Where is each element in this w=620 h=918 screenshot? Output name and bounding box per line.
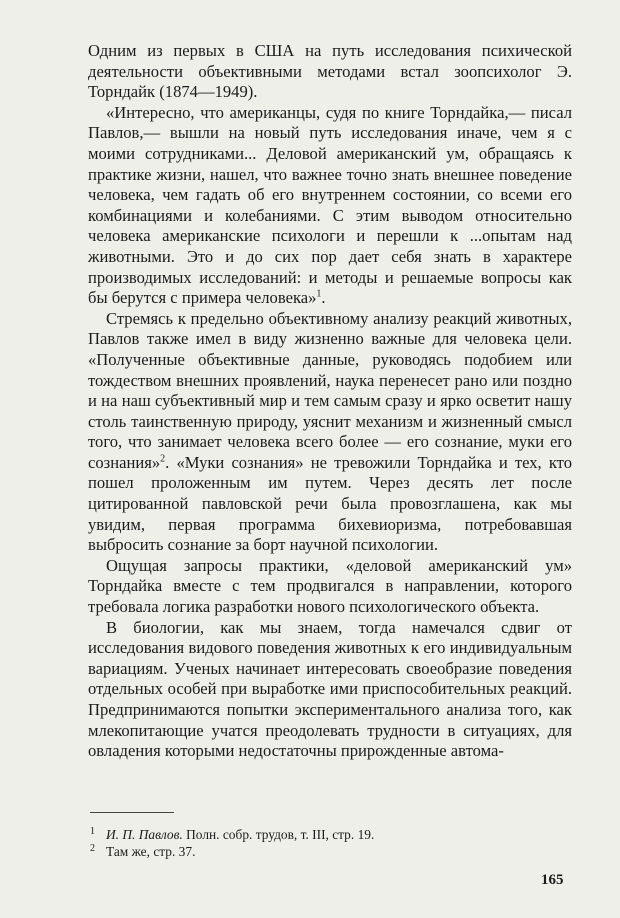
page-number: 165 bbox=[541, 872, 564, 888]
paragraph: В биологии, как мы знаем, тогда намечался сдвиг от исследования видового поведения животных к его индивидуальным вариациям. Ученых начинает интересовать своеобразие поведения отдельных особей при выработке ими приспособительных реакций. Предпринимаются попытки экспериментального анализа того, как млекопитающие учатся преодолевать трудности в ситуациях, для овладения которыми недостаточны прирожденные автома- bbox=[88, 617, 572, 761]
paragraph: Стремясь к предельно объективному анализу реакций животных, Павлов также имел в виду жизненно важные для человека цели. «Полученные объективные данные, руководясь подобием или тождеством внешних проявлений, наука перенесет рано или поздно и на наш субъективный мир и тем самым сразу и ярко осветит нашу столь таинственную природу, уяснит механизм и жизненный смысл того, что занимает человека всего более — его сознание, муки его сознания»$^2$. «Муки сознания» не тревожили Торндайка и тех, кто пошел проложенным им путем. Через десять лет после цитированной павловской речи была провозглашена, как мы увидим, первая программа бихевиоризма, потребовавшая выбросить сознание за борт научной психологии. bbox=[88, 308, 572, 555]
footnote-author: И. П. Павлов. bbox=[106, 827, 183, 842]
footnote-ref: 2 bbox=[160, 453, 166, 465]
footnote: 2 Там же, стр. 37. bbox=[90, 842, 196, 860]
footnotes bbox=[90, 826, 560, 860]
main-text bbox=[88, 41, 572, 762]
footnote: 1 И. П. Павлов. Полн. собр. трудов, т. III, стр. 19. bbox=[90, 825, 375, 842]
footnote-divider bbox=[90, 812, 174, 813]
footnote-ref: 1 bbox=[316, 288, 322, 300]
paragraph: Одним из первых в США на путь исследования психической деятельности объективными методами встал зоопсихолог Э. Торндайк (1874—1949). bbox=[88, 41, 572, 102]
paragraph: «Интересно, что американцы, судя по книге Торндайка,— писал Павлов,— вышли на новый путь исследования иначе, чем я с моими сотрудниками... Деловой американский ум, обращаясь к практике жизни, нашел, что важнее точно знать внешнее поведение человека, чем гадать об его внутреннем состоянии, со всеми его комбинациями и колебаниями. С этим выводом относительно человека американские психологи и перешли к ...опытам над животными. Это и до сих пор дает себя знать в характере производимых исследований: и методы и решаемые вопросы как бы берутся с примера человека»$^1$. bbox=[88, 102, 572, 308]
paragraph: Ощущая запросы практики, «деловой американский ум» Торндайка вместе с тем продвигался в направлении, которого требовала логика разработки нового психологического объекта. bbox=[88, 555, 572, 617]
